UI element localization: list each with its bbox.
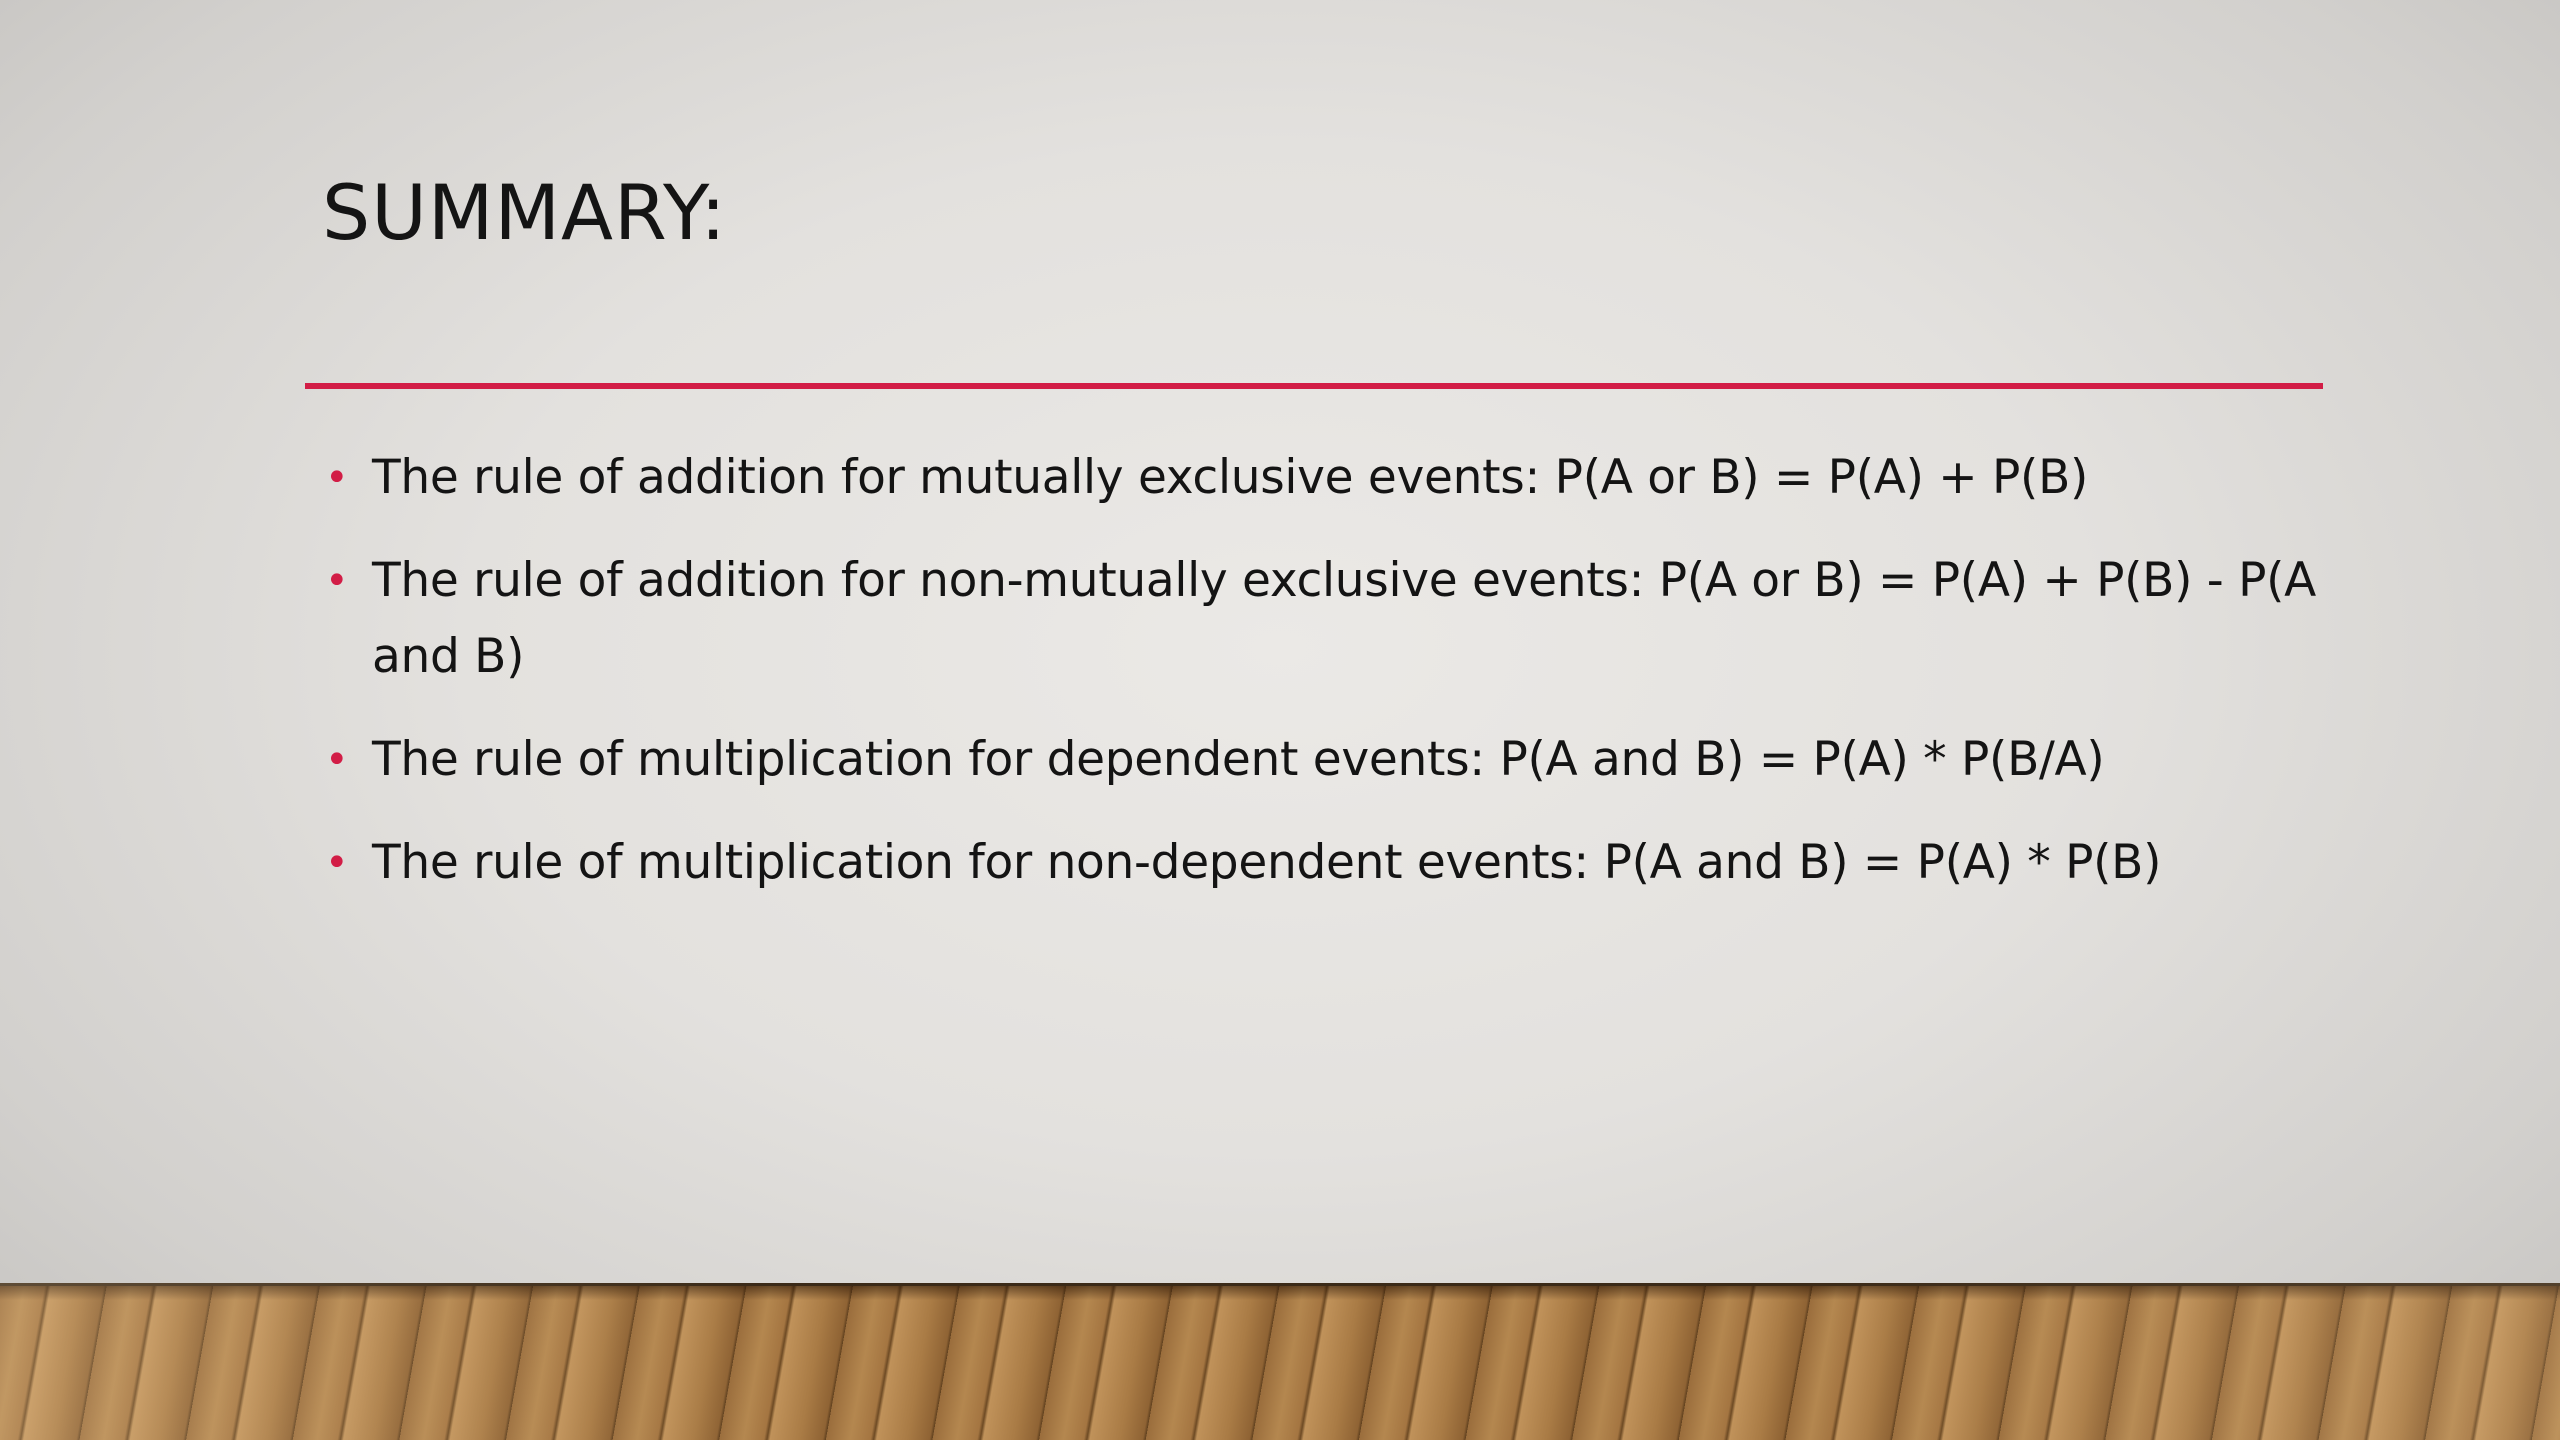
bullet-dot-icon: • [325,558,349,604]
bullet-item [320,440,2320,516]
bullet-text: The rule of addition for non-mutually exclusive events: P(A or B) = P(A) + P(B) - P(A and B) [372,553,2317,684]
bullet-dot-icon: • [325,737,349,783]
slide-title: SUMMARY: [322,168,727,257]
title-divider [305,383,2323,389]
bullet-item [320,543,2320,695]
bullet-text: The rule of addition for mutually exclusive events: P(A or B) = P(A) + P(B) [372,450,2089,505]
bullet-text: The rule of multiplication for dependent events: P(A and B) = P(A) * P(B/A) [372,732,2105,787]
bullet-list [320,440,2320,928]
bullet-dot-icon: • [325,455,349,501]
bullet-dot-icon: • [325,840,349,886]
wood-floor-shading [0,1283,2560,1440]
bullet-item [320,825,2320,901]
bullet-text: The rule of multiplication for non-dependent events: P(A and B) = P(A) * P(B) [372,835,2162,890]
bullet-item [320,722,2320,798]
